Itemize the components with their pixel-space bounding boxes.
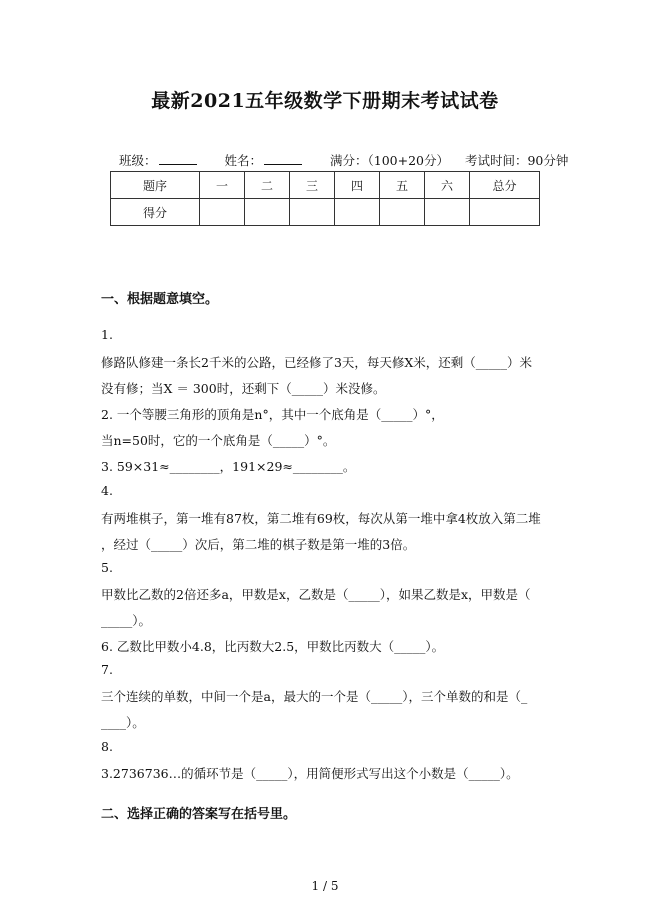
page-number: 1 / 5 (311, 879, 339, 893)
exam-info (119, 151, 568, 169)
score-cell (245, 199, 290, 226)
question-line: 6. 乙数比甲数小4.8，比丙数大2.5，甲数比丙数大（_____）。 (101, 639, 445, 654)
header-cell: 三 (290, 172, 335, 199)
score-cell (380, 199, 425, 226)
question-line: 没有修；当X ＝ 300时，还剩下（_____）米没修。 (101, 381, 386, 396)
class-field (119, 153, 209, 168)
question-line: 有两堆棋子，第一堆有87枚，第二堆有69枚，每次从第一堆中拿4枚放入第二堆 (101, 511, 541, 526)
full-score: 满分：（100+20分） (330, 153, 449, 168)
question-line: 3.2736736…的循环节是（_____），用简便形式写出这个小数是（_____）。 (101, 766, 519, 781)
header-cell: 总分 (470, 172, 540, 199)
score-table-score-row (111, 199, 540, 226)
header-cell: 四 (335, 172, 380, 199)
score-cell (335, 199, 380, 226)
name-field (225, 153, 315, 168)
score-table (110, 171, 540, 226)
class-blank (159, 152, 197, 165)
page-title: 最新2021五年级数学下册期末考试试卷 (151, 90, 499, 112)
header-cell: 一 (200, 172, 245, 199)
question-line: 8. (101, 739, 113, 754)
score-cell (470, 199, 540, 226)
question-line: 2. 一个等腰三角形的顶角是n°，其中一个底角是（_____）°， (101, 407, 444, 422)
score-cell (290, 199, 335, 226)
question-line: 1. (101, 327, 113, 342)
question-line: 7. (101, 662, 113, 677)
question-line: 4. (101, 483, 113, 498)
class-label: 班级： (119, 153, 157, 168)
name-blank (264, 152, 302, 165)
header-cell: 五 (380, 172, 425, 199)
section-2-title: 二、选择正确的答案写在括号里。 (101, 807, 297, 822)
score-row-label: 得分 (111, 199, 200, 226)
score-cell (425, 199, 470, 226)
question-line: ____）。 (101, 715, 145, 730)
name-label: 姓名： (224, 153, 263, 168)
header-cell: 题序 (111, 172, 200, 199)
section-1-title: 一、根据题意填空。 (101, 292, 219, 307)
score-cell (200, 199, 245, 226)
header-cell: 二 (245, 172, 290, 199)
question-line: ，经过（_____）次后，第二堆的棋子数是第一堆的3倍。 (101, 537, 416, 552)
header-cell: 六 (425, 172, 470, 199)
question-line: 修路队修建一条长2千米的公路，已经修了3天，每天修X米，还剩（_____）米 (101, 355, 533, 370)
exam-time: 考试时间：90分钟 (464, 153, 569, 168)
score-table-header-row (111, 172, 540, 199)
question-line: 三个连续的单数，中间一个是a，最大的一个是（_____），三个单数的和是（_ (101, 689, 528, 704)
question-line: 5. (101, 560, 113, 575)
question-line: 3. 59×31≈________，191×29≈________。 (101, 459, 356, 474)
question-line: _____）。 (101, 613, 152, 628)
question-line: 甲数比乙数的2倍还多a，甲数是x，乙数是（_____），如果乙数是x，甲数是（ (101, 587, 531, 602)
question-line: 当n=50时，它的一个底角是（_____）°。 (101, 433, 336, 448)
